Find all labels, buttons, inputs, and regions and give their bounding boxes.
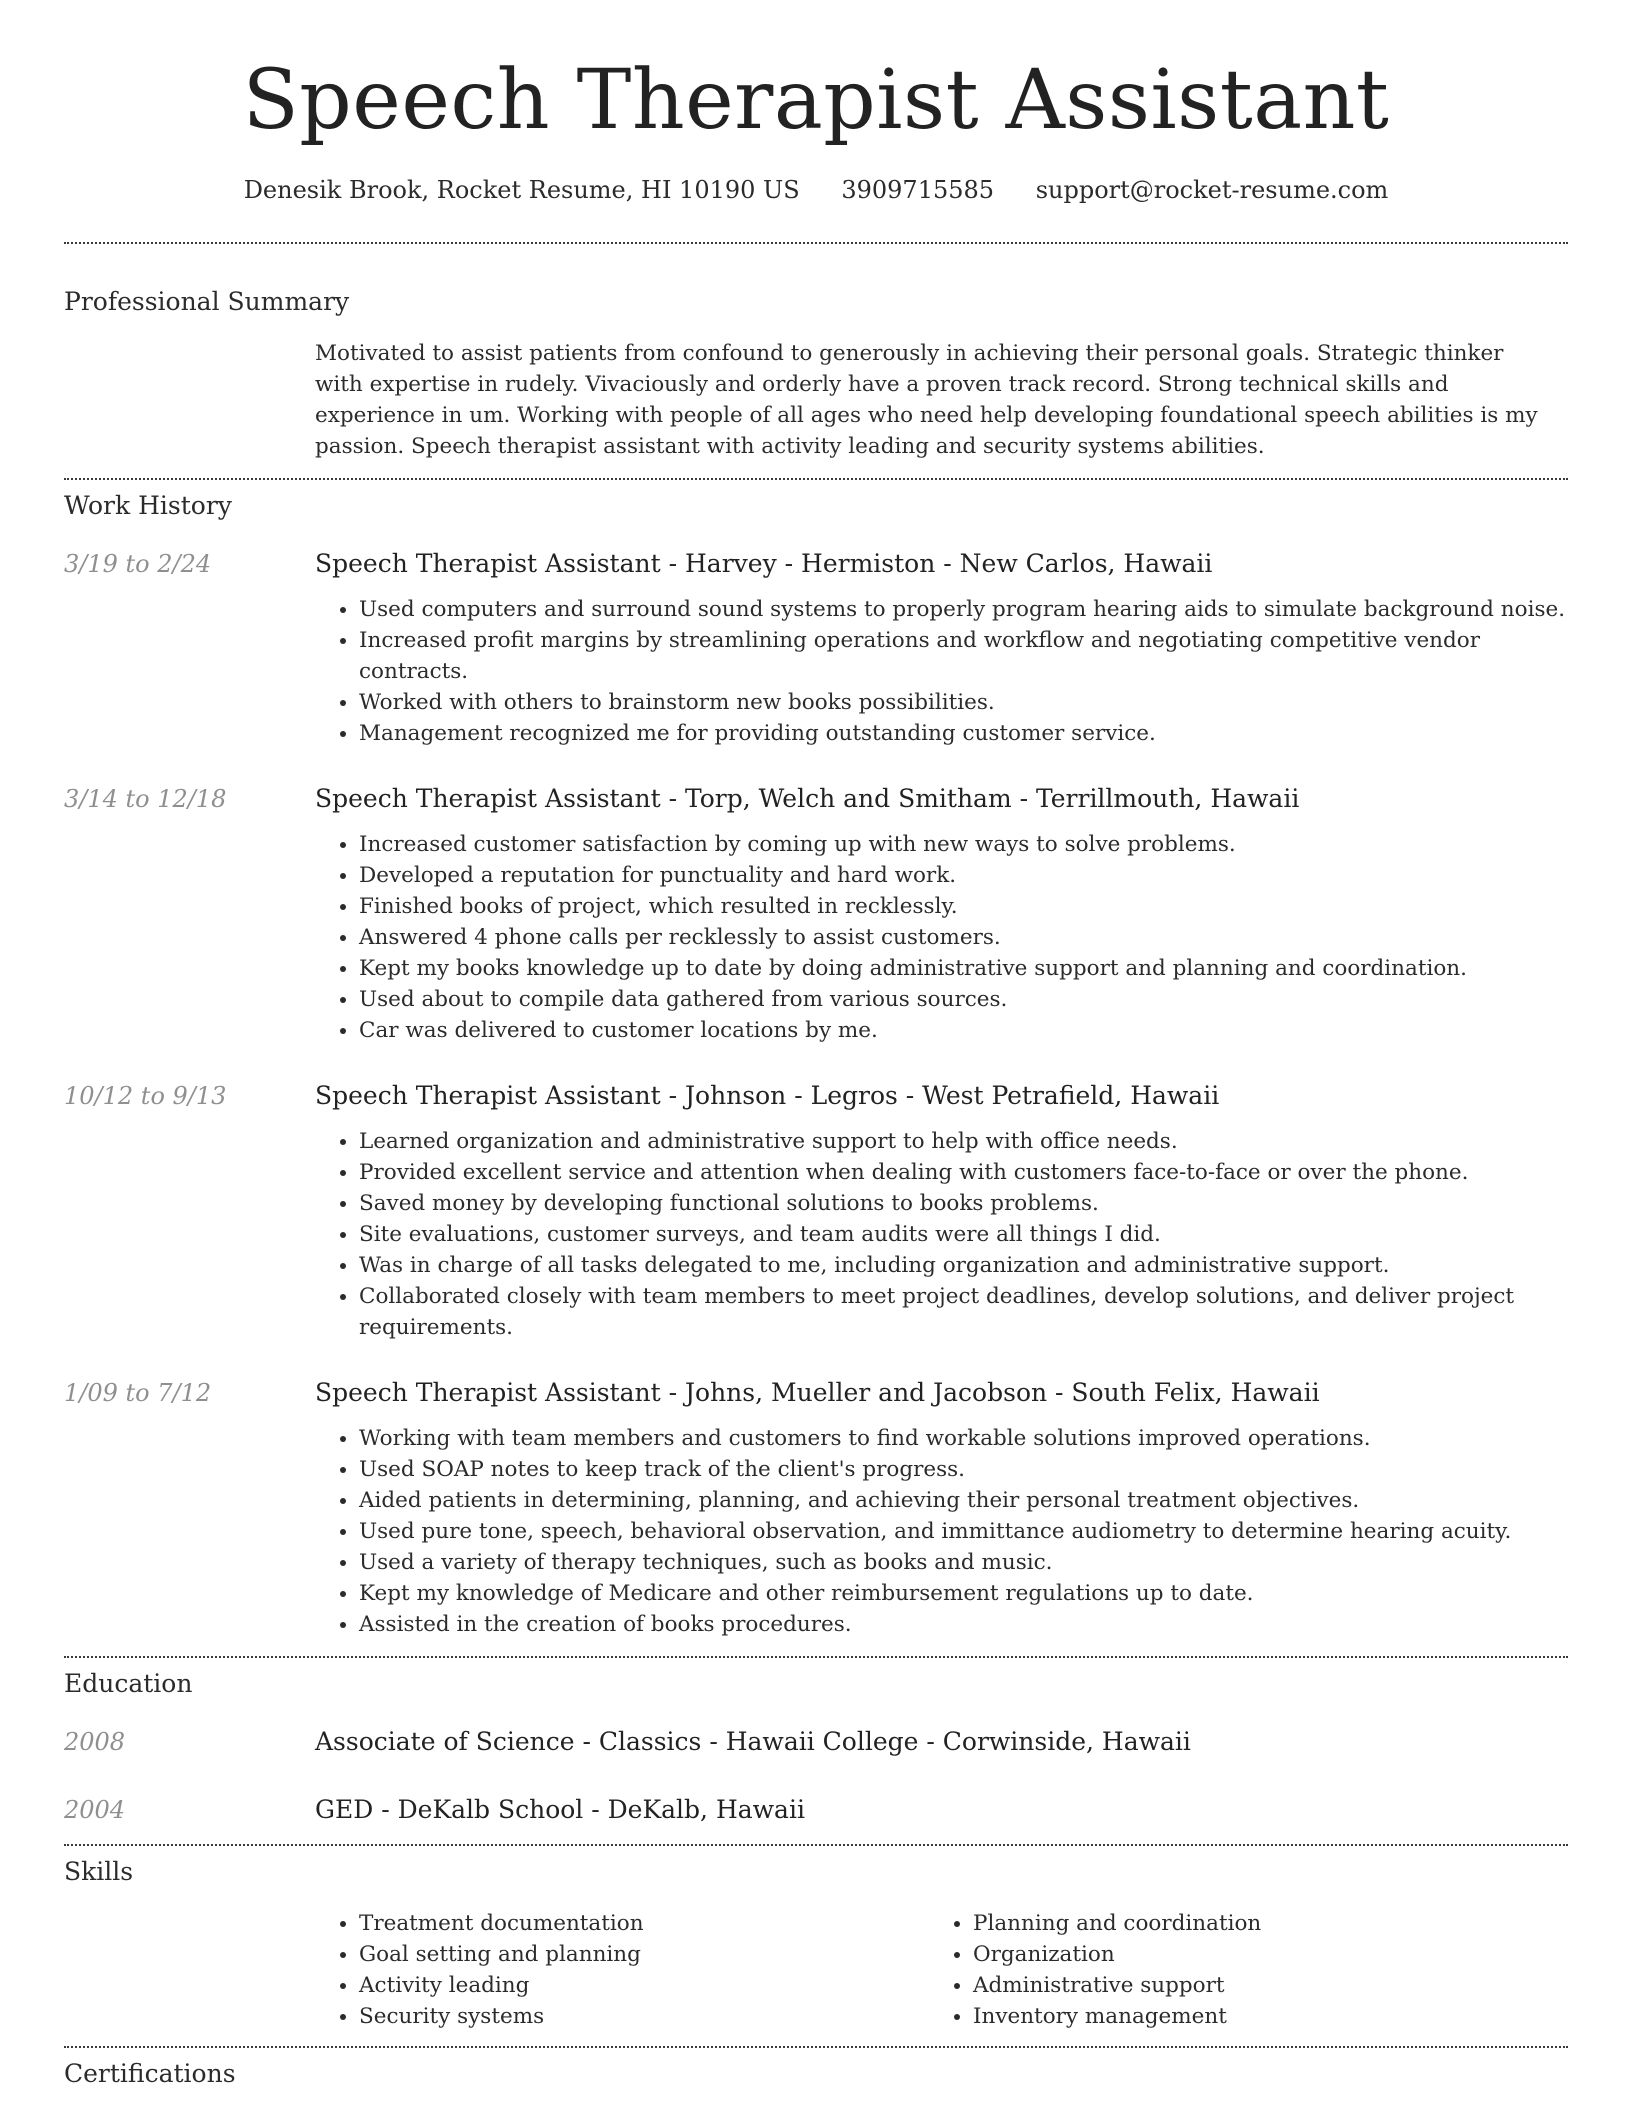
skill-item: • Inventory management	[973, 2001, 1543, 2032]
contact-line	[64, 174, 1568, 206]
education-year: 2008	[64, 1728, 126, 1756]
contact-phone: 3909715585	[841, 176, 995, 204]
job-entry	[64, 1080, 1568, 1343]
summary-text: Motivated to assist patients from confound to generously in achieving their personal goals. Strategic thinker with expertise in rudely. Vivaciously and orderly have a proven track record. Strong technical skills and experience in um. Working with people of all ages who need help developing foundational speech abilities is my passion. Speech therapist assistant with activity leading and security systems abilities.	[315, 341, 1538, 459]
skill-item: • Activity leading	[359, 1970, 929, 2001]
job-dates: 10/12 to 9/13	[64, 1082, 227, 1110]
job-bullets	[315, 829, 1568, 1046]
education-title: GED - DeKalb School - DeKalb, Hawaii	[315, 1795, 805, 1824]
list-item: • Working with team members and customers to find workable solutions improved operations.	[359, 1423, 1568, 1454]
job-bullets	[315, 1126, 1568, 1343]
list-item: • Used a variety of therapy techniques, such as books and music.	[359, 1547, 1568, 1578]
list-item: • Provided excellent service and attention when dealing with customers face-to-face or over the phone.	[359, 1157, 1568, 1188]
list-item: • Increased profit margins by streamlining operations and workflow and negotiating competitive vendor contracts.	[359, 625, 1568, 687]
list-item: • Finished books of project, which resulted in recklessly.	[359, 891, 1568, 922]
job-bullets	[315, 594, 1568, 749]
education-section	[64, 1668, 1568, 1826]
list-item: • Collaborated closely with team members to meet project deadlines, develop solutions, and deliver project requirements.	[359, 1281, 1568, 1343]
section-divider	[64, 1844, 1568, 1846]
list-item: • Management recognized me for providing outstanding customer service.	[359, 718, 1568, 749]
education-title: Associate of Science - Classics - Hawaii College - Corwinside, Hawaii	[315, 1727, 1191, 1756]
list-item: • Used pure tone, speech, behavioral observation, and immittance audiometry to determine hearing acuity.	[359, 1516, 1568, 1547]
job-dates: 3/14 to 12/18	[64, 785, 227, 813]
list-item: • Aided patients in determining, planning, and achieving their personal treatment objectives.	[359, 1485, 1568, 1516]
work-history-section	[64, 490, 1568, 1640]
list-item: • Increased customer satisfaction by coming up with new ways to solve problems.	[359, 829, 1568, 860]
education-year: 2004	[64, 1796, 126, 1824]
section-divider	[64, 1656, 1568, 1658]
list-item: • Was in charge of all tasks delegated to me, including organization and administrative support.	[359, 1250, 1568, 1281]
skills-grid	[315, 1908, 1568, 2032]
job-dates: 1/09 to 7/12	[64, 1379, 212, 1407]
summary-section	[64, 286, 1568, 462]
education-heading: Education	[64, 1669, 193, 1698]
list-item: • Saved money by developing functional solutions to books problems.	[359, 1188, 1568, 1219]
job-entry	[64, 1377, 1568, 1640]
skills-column-2	[929, 1908, 1543, 2032]
skills-column-1	[315, 1908, 929, 2032]
resume-title: Speech Therapist Assistant	[242, 53, 1390, 148]
section-divider	[64, 478, 1568, 480]
job-entry	[64, 548, 1568, 749]
list-item: • Kept my books knowledge up to date by doing administrative support and planning and coordination.	[359, 953, 1568, 984]
section-divider	[64, 242, 1568, 244]
list-item: • Used computers and surround sound systems to properly program hearing aids to simulate background noise.	[359, 594, 1568, 625]
skill-item: • Administrative support	[973, 1970, 1543, 2001]
list-item: • Used about to compile data gathered from various sources.	[359, 984, 1568, 1015]
contact-address: Denesik Brook, Rocket Resume, HI 10190 US	[243, 176, 800, 204]
job-title: Speech Therapist Assistant - Johnson - Legros - West Petrafield, Hawaii	[315, 1081, 1220, 1110]
list-item: • Answered 4 phone calls per recklessly to assist customers.	[359, 922, 1568, 953]
job-title: Speech Therapist Assistant - Johns, Mueller and Jacobson - South Felix, Hawaii	[315, 1378, 1320, 1407]
list-item: • Car was delivered to customer locations by me.	[359, 1015, 1568, 1046]
list-item: • Worked with others to brainstorm new books possibilities.	[359, 687, 1568, 718]
skill-item: • Goal setting and planning	[359, 1939, 929, 1970]
list-item: • Assisted in the creation of books procedures.	[359, 1609, 1568, 1640]
certifications-heading: Certifications	[64, 2059, 236, 2088]
list-item: • Kept my knowledge of Medicare and other reimbursement regulations up to date.	[359, 1578, 1568, 1609]
skill-item: • Treatment documentation	[359, 1908, 929, 1939]
job-bullets	[315, 1423, 1568, 1640]
education-entry	[64, 1726, 1568, 1758]
list-item: • Used SOAP notes to keep track of the client's progress.	[359, 1454, 1568, 1485]
job-title: Speech Therapist Assistant - Harvey - Hermiston - New Carlos, Hawaii	[315, 549, 1213, 578]
job-dates: 3/19 to 2/24	[64, 550, 212, 578]
skills-heading: Skills	[64, 1857, 134, 1886]
skills-section	[64, 1856, 1568, 2032]
list-item: • Developed a reputation for punctuality and hard work.	[359, 860, 1568, 891]
job-title: Speech Therapist Assistant - Torp, Welch and Smitham - Terrillmouth, Hawaii	[315, 784, 1300, 813]
contact-email: support@rocket-resume.com	[1035, 176, 1389, 204]
list-item: • Learned organization and administrative support to help with office needs.	[359, 1126, 1568, 1157]
certifications-section	[64, 2058, 1568, 2090]
skill-item: • Planning and coordination	[973, 1908, 1543, 1939]
section-divider	[64, 2046, 1568, 2048]
work-history-heading: Work History	[64, 491, 232, 520]
job-entry	[64, 783, 1568, 1046]
summary-heading: Professional Summary	[64, 287, 350, 316]
list-item: • Site evaluations, customer surveys, and team audits were all things I did.	[359, 1219, 1568, 1250]
skill-item: • Organization	[973, 1939, 1543, 1970]
skill-item: • Security systems	[359, 2001, 929, 2032]
education-entry	[64, 1794, 1568, 1826]
